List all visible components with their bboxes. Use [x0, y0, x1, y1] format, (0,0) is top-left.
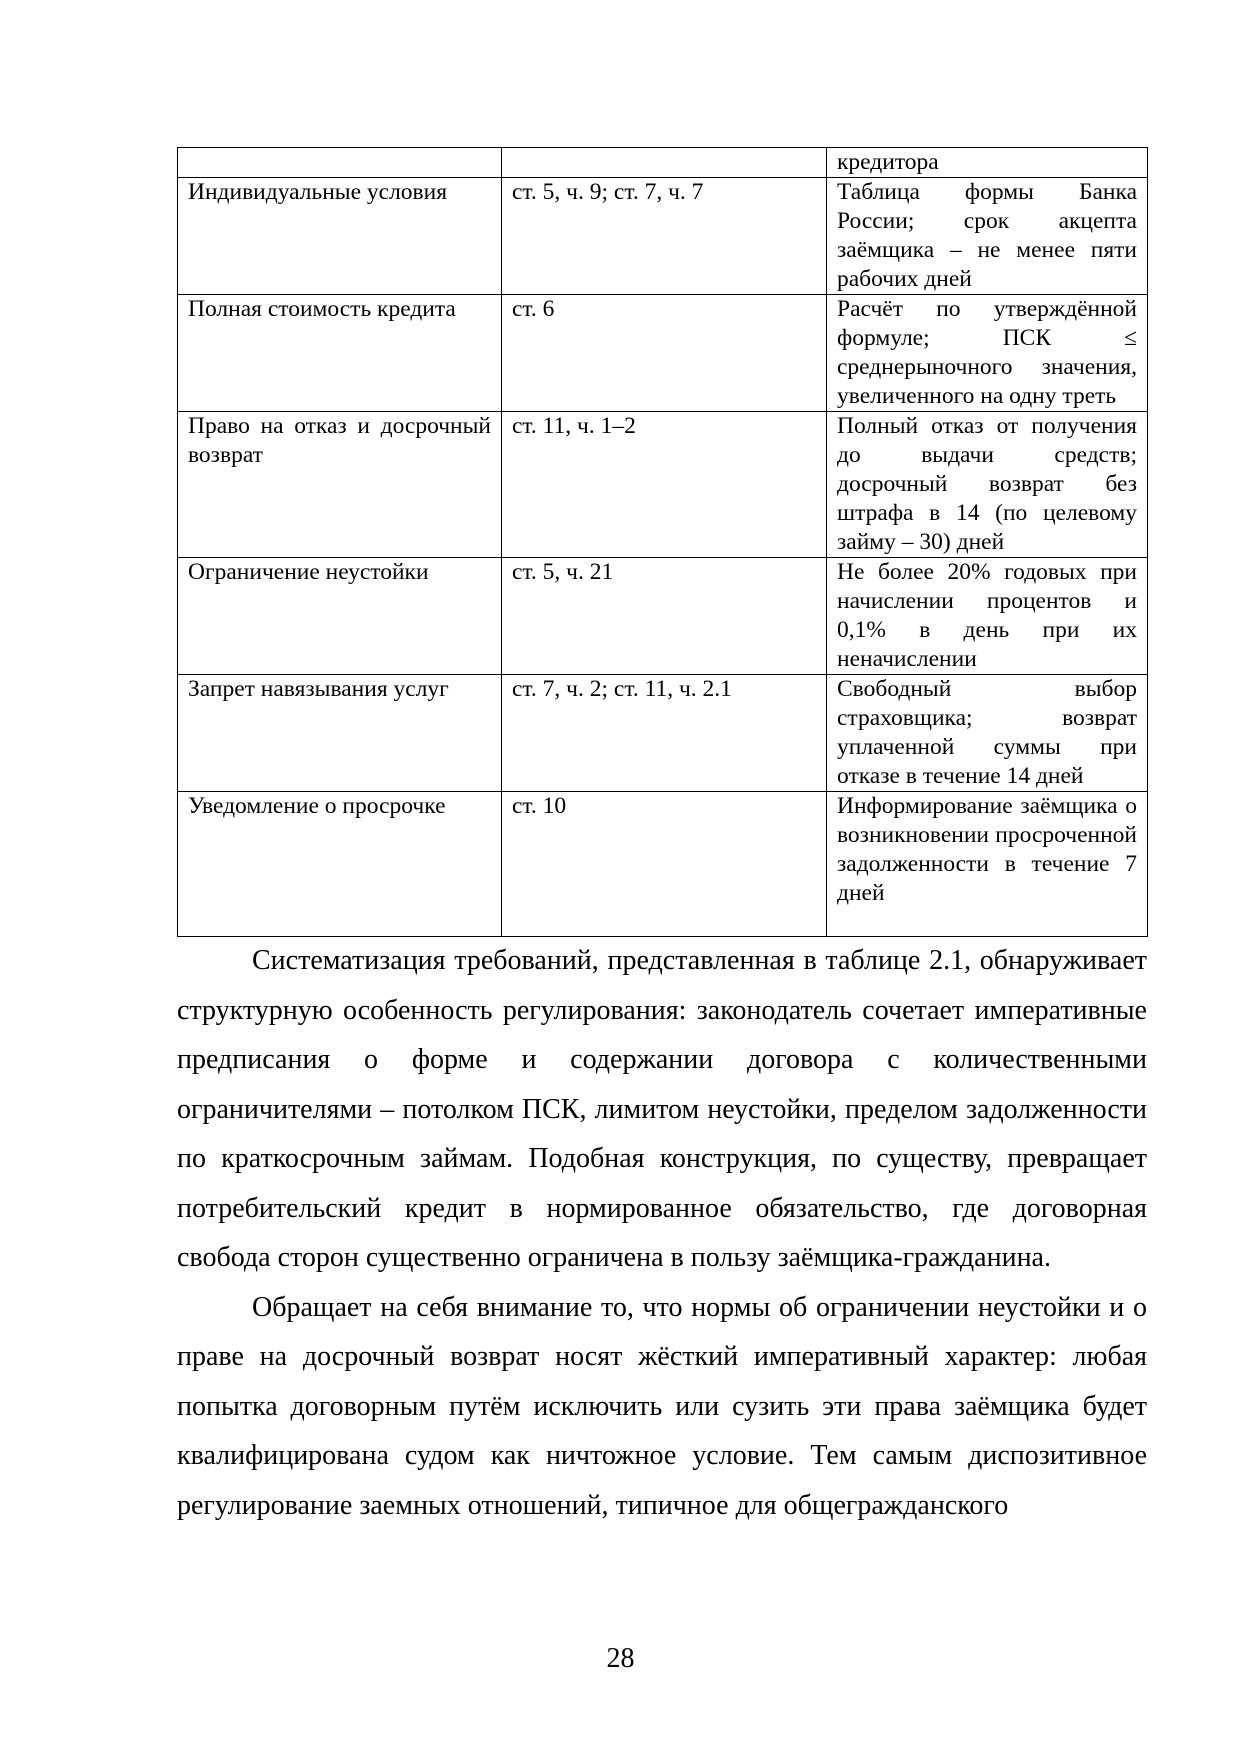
body-text	[177, 936, 1147, 1530]
table-row	[178, 792, 1148, 937]
table-row	[178, 178, 1148, 295]
table-cell-article: ст. 7, ч. 2; ст. 11, ч. 2.1	[502, 675, 827, 792]
table-cell-content: Свободный выбор страховщика; возврат уплаченной суммы при отказе в течение 14 дней	[827, 675, 1148, 792]
table-cell-content: Таблица формы Банка России; срок акцепта заёмщика – не менее пяти рабочих дней	[827, 178, 1148, 295]
table-cell-content: Полный отказ от получения до выдачи средств; досрочный возврат без штрафа в 14 (по целевому займу – 30) дней	[827, 412, 1148, 558]
table-cell-content: Не более 20% годовых при начислении процентов и 0,1% в день при их неначислении	[827, 558, 1148, 675]
table-cell-article: ст. 10	[502, 792, 827, 937]
table-row	[178, 295, 1148, 412]
table-row	[178, 412, 1148, 558]
table-cell-requirement: Ограничение неустойки	[178, 558, 502, 675]
table-cell-article: ст. 5, ч. 21	[502, 558, 827, 675]
page-number: 28	[606, 1643, 635, 1674]
table-row	[178, 558, 1148, 675]
table-cell-article: ст. 6	[502, 295, 827, 412]
table-cell-content: Информирование заёмщика о возникновении просроченной задолженности в течение 7 дней	[827, 792, 1148, 937]
table-row	[178, 148, 1148, 178]
table-cell-content: кредитора	[827, 148, 1148, 178]
requirements-table	[177, 147, 1148, 937]
body-paragraph: Обращает на себя внимание то, что нормы об ограничении неустойки и о праве на досрочный возврат носят жёсткий императивный характер: любая попытка договорным путём исключить или сузить эти права заёмщика будет квалифицирована судом как ничтожное условие. Тем самым диспозитивное регулирование заемных отношений, типичное для общегражданского	[177, 1291, 1147, 1521]
table-cell-requirement: Уведомление о просрочке	[178, 792, 502, 937]
table-cell-article: ст. 5, ч. 9; ст. 7, ч. 7	[502, 178, 827, 295]
table-cell-content: Расчёт по утверждённой формуле; ПСК ≤ среднерыночного значения, увеличенного на одну треть	[827, 295, 1148, 412]
table-cell-article	[502, 148, 827, 178]
table-row	[178, 675, 1148, 792]
table-cell-requirement: Право на отказ и досрочный возврат	[178, 412, 502, 558]
page-content	[177, 147, 1147, 1530]
body-paragraph: Систематизация требований, представленная в таблице 2.1, обнаруживает структурную особенность регулирования: законодатель сочетает императивные предписания о форме и содержании договора с количественными ограничителями – потолком ПСК, лимитом неустойки, пределом задолженности по краткосрочным займам. Подобная конструкция, по существу, превращает потребительский кредит в нормированное обязательство, где договорная свобода сторон существенно ограничена в пользу заёмщика-гражданина.	[177, 945, 1147, 1273]
table-cell-requirement: Запрет навязывания услуг	[178, 675, 502, 792]
table-cell-requirement: Индивидуальные условия	[178, 178, 502, 295]
table-cell-requirement: Полная стоимость кредита	[178, 295, 502, 412]
table-cell-article: ст. 11, ч. 1–2	[502, 412, 827, 558]
table-cell-requirement	[178, 148, 502, 178]
